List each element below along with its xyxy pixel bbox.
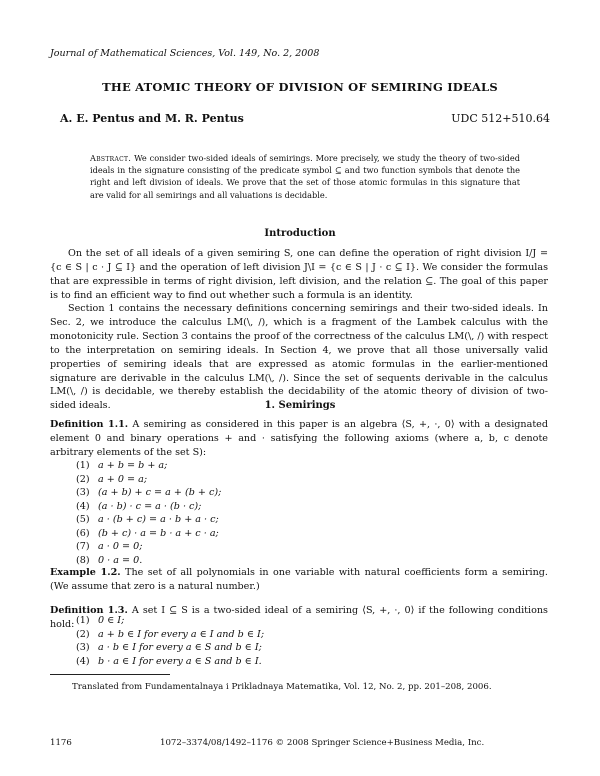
list-item: (5) a · (b + c) = a · b + a · c; [76, 514, 219, 525]
definition-1-1-text: A semiring as considered in this paper is an algebra ⟨S, +, ·, 0⟩ with a designated element 0 and binary operations + and · satisfying the following axioms (where a, b, c denote arbitrary elements of the set S): [50, 419, 548, 458]
abstract-text: We consider two-sided ideals of semirings. More precisely, we study the theory of two-sided ideals in the signature consisting of the predicate symbol ⊆ and two function symbols that denote the right and left division of ideals. We prove that the set of those atomic formulas in this signature that are valid for all semirings and all valuations is decidable. [90, 153, 520, 200]
list-item: (4) (a · b) · c = a · (b · c); [76, 500, 202, 512]
list-item: (2) a + b ∈ I for every a ∈ I and b ∈ I; [76, 628, 265, 640]
definition-1-1-label: Definition 1.1. [50, 419, 129, 430]
list-item: (6) (b + c) · a = b · a + c · a; [76, 527, 219, 539]
paper-title: THE ATOMIC THEORY OF DIVISION OF SEMIRING IDEALS [102, 80, 498, 94]
translation-footnote: Translated from Fundamentalnaya i Prikladnaya Matematika, Vol. 12, No. 2, pp. 201–208, 2006. [72, 682, 492, 692]
list-item: (3) a · b ∈ I for every a ∈ S and b ∈ I; [76, 642, 262, 653]
list-item: (1) a + b = b + a; [76, 460, 168, 471]
list-item: (3) (a + b) + c = a + (b + c); [76, 487, 222, 498]
intro-paragraph-2 [50, 302, 548, 413]
definition-1-3-text: A set I ⊆ S is a two-sided ideal of a semiring ⟨S, +, ·, 0⟩ if the following conditions hold: [50, 605, 548, 630]
journal-header: Journal of Mathematical Sciences, Vol. 149, No. 2, 2008 [50, 48, 320, 59]
list-item: (2) a + 0 = a; [76, 473, 148, 485]
axiom-list [76, 459, 221, 567]
example-1-2 [50, 566, 548, 594]
intro-p2-text: Section 1 contains the necessary definitions concerning semirings and their two-sided ideals. In Sec. 2, we introduce the calculus LM(\, /), which is a fragment of the Lambek calculus with the monotonicity rule. Section 3 contains the proof of the correctness of the calculus LM(\, /) with respect to the interpretation on semiring ideals. In Section 4, we prove that all those universally valid properties of semiring ideals that are expressed as atomic formulas in the earlier-mentioned signature are derivable in the calculus LM(\, /). Since the set of sequents derivable in the calculus LM(\, /) is decidable, we thereby establish the decidability of the atomic theory of division of two-sided ideals. [50, 303, 548, 412]
section-1-heading: 1. Semirings [264, 400, 336, 411]
definition-1-1 [50, 418, 548, 460]
intro-p1-text: On the set of all ideals of a given semiring S, one can define the operation of right division I/J = {c ∈ S | c · J ⊆ I} and the operation of left division J\I = {c ∈ S | J · c ⊆ I}. We consider the formulas that are expressible in terms of right division, left division, and the relation ⊆. The goal of this paper is to find an efficient way to find out whether such a formula is an identity. [50, 248, 548, 301]
udc-code: UDC 512+510.64 [451, 112, 550, 125]
example-1-2-text: The set of all polynomials in one variable with natural coefficients form a semiring. (We assume that zero is a natural number.) [50, 567, 548, 592]
ideal-conditions-list [76, 614, 264, 668]
copyright-line: 1072–3374/08/1492–1176 © 2008 Springer Science+Business Media, Inc. [160, 738, 485, 748]
footnote-divider [50, 674, 170, 675]
introduction-heading: Introduction [264, 228, 336, 239]
list-item: (1) 0 ∈ I; [76, 615, 125, 626]
intro-paragraph-1 [50, 247, 548, 303]
abstract-label: Abstract. [90, 153, 132, 163]
list-item: (4) b · a ∈ I for every a ∈ S and b ∈ I. [76, 655, 262, 667]
example-1-2-label: Example 1.2. [50, 567, 121, 578]
definition-1-3-label: Definition 1.3. [50, 605, 128, 616]
list-item: (8) 0 · a = 0. [76, 554, 143, 566]
page-number: 1176 [50, 738, 72, 748]
list-item: (7) a · 0 = 0; [76, 541, 143, 552]
paper-authors: A. E. Pentus and M. R. Pentus [60, 112, 244, 125]
abstract [90, 152, 520, 201]
